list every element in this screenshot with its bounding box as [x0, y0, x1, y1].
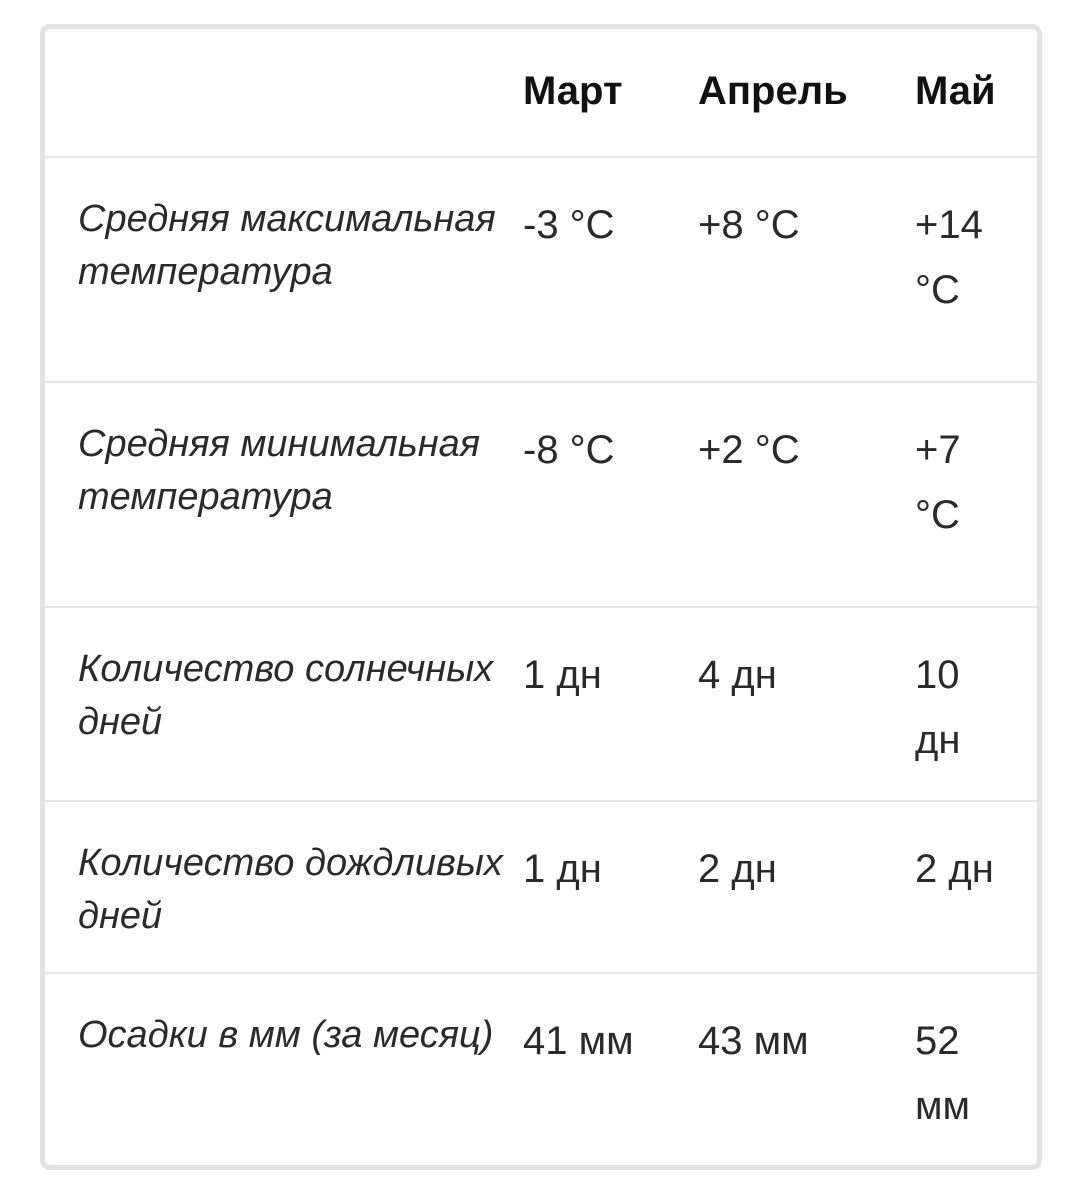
- table-row-avg-min-temp: [45, 382, 1037, 607]
- row-label: Осадки в мм (за месяц): [78, 1014, 494, 1056]
- cell-march: -3 °C: [523, 203, 615, 247]
- cell-april: 43 мм: [698, 1019, 809, 1063]
- cell-march: 1 дн: [523, 847, 602, 891]
- table-row-avg-max-temp: [45, 157, 1037, 382]
- cell-april: +8 °C: [698, 203, 800, 247]
- cell-march: -8 °C: [523, 428, 615, 472]
- weather-table: [45, 29, 1037, 1163]
- cell-april: +2 °C: [698, 428, 800, 472]
- cell-may: 10 дн: [915, 653, 961, 762]
- cell-march: 1 дн: [523, 653, 602, 697]
- cell-may: 2 дн: [915, 847, 994, 891]
- row-label: Количество дождливых дней: [78, 842, 503, 937]
- header-march: Март: [523, 29, 698, 157]
- cell-march: 41 мм: [523, 1019, 634, 1063]
- header-may: Май: [915, 29, 1037, 157]
- cell-april: 4 дн: [698, 653, 777, 697]
- row-label: Количество солнечных дней: [78, 648, 494, 743]
- table-header-row: [45, 29, 1037, 157]
- table-row-sunny-days: [45, 607, 1037, 801]
- row-label: Средняя максимальная температура: [78, 198, 496, 293]
- row-label: Средняя минимальная температура: [78, 423, 481, 518]
- table-row-rainy-days: [45, 801, 1037, 973]
- weather-table-card: [40, 24, 1042, 1170]
- cell-april: 2 дн: [698, 847, 777, 891]
- cell-may: +14 °C: [915, 203, 983, 312]
- header-april: Апрель: [698, 29, 915, 157]
- header-empty-cell: [45, 29, 523, 157]
- cell-may: 52 мм: [915, 1019, 970, 1128]
- table-row-precipitation: [45, 973, 1037, 1163]
- cell-may: +7 °C: [915, 428, 961, 537]
